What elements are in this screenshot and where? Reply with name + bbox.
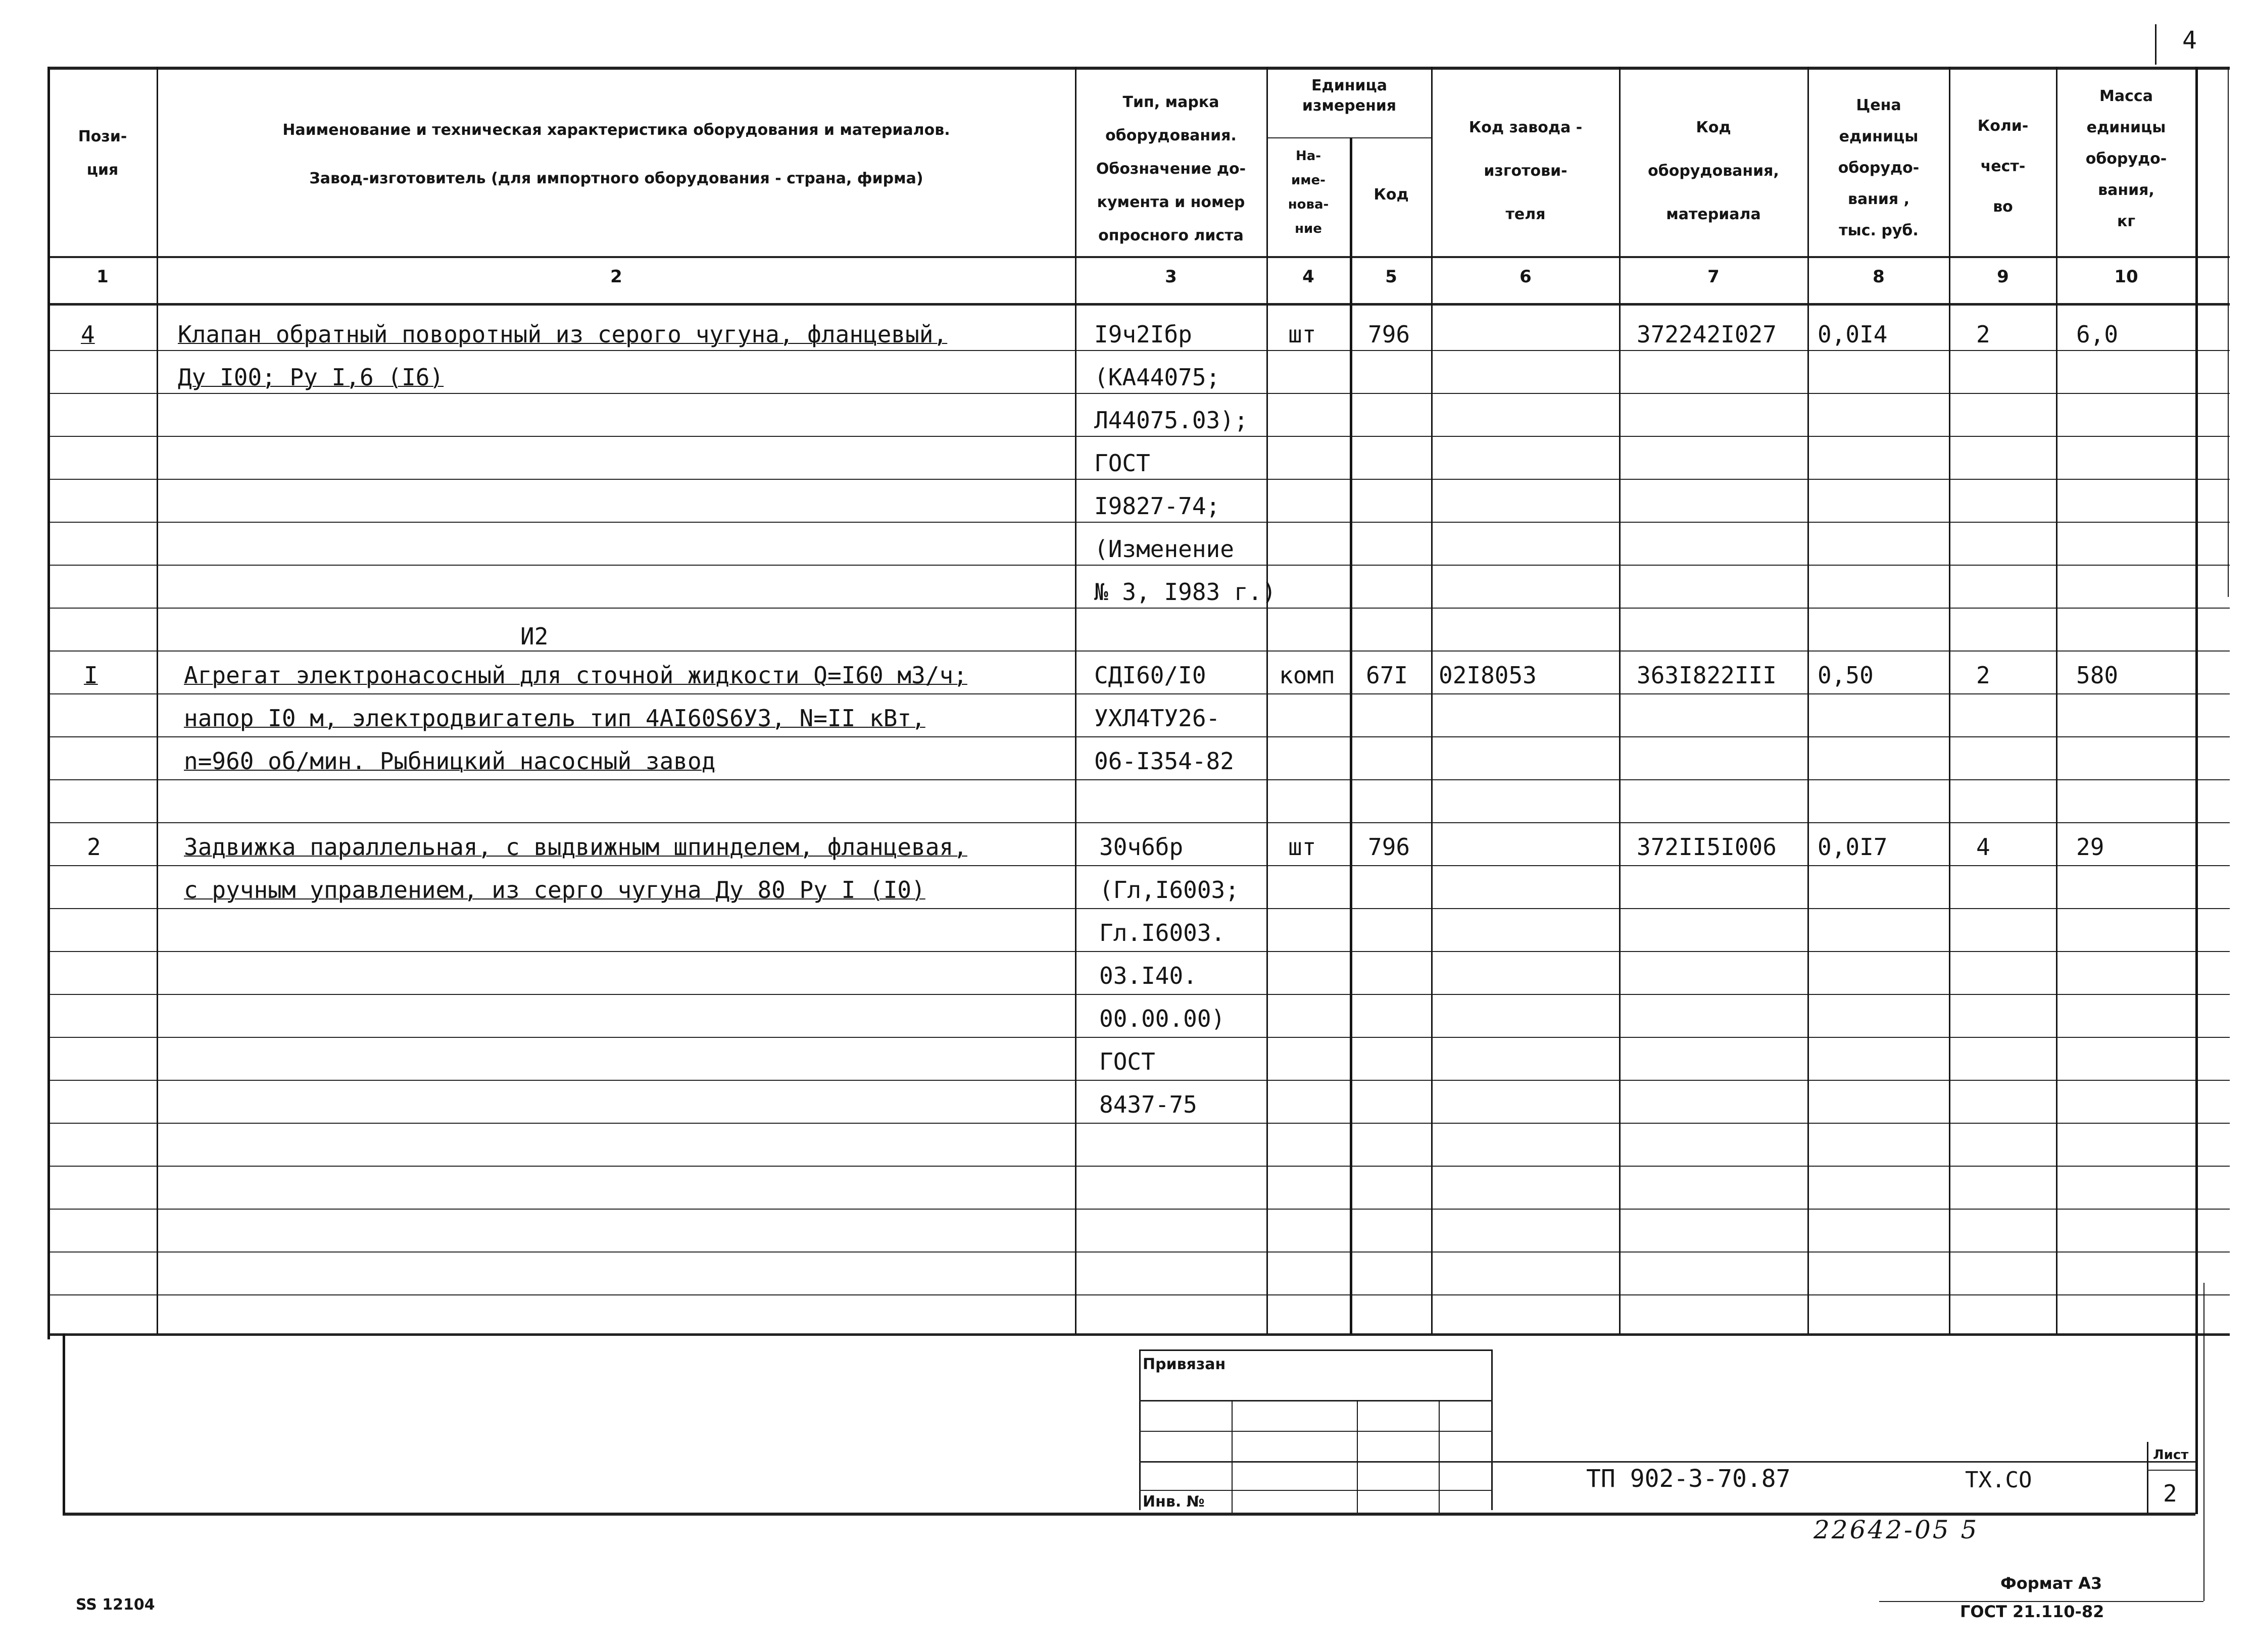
item-type-line: 00.00.00) bbox=[1099, 1005, 1225, 1032]
column-number: 10 bbox=[2114, 267, 2138, 287]
header-price: Цена единицы оборудо- вания , тыс. руб. bbox=[1838, 96, 1920, 239]
header-mass: Масса единицы оборудо- вания, кг bbox=[2085, 87, 2167, 230]
header-quantity: Коли- чест- во bbox=[1977, 117, 2029, 216]
item-name-line: с ручным управлением, из серго чугуна Ду 80 Ру I (I0) bbox=[184, 876, 925, 904]
header-name: Наименование и техническая характеристика оборудования и материалов. Завод-изготовитель (для импортного оборудования - страна, фирма) bbox=[282, 121, 950, 187]
item-price: 0,0I7 bbox=[1818, 833, 1888, 861]
item-quantity: 4 bbox=[1976, 833, 1990, 861]
item-type-line: УХЛ4ТУ26- bbox=[1094, 705, 1220, 732]
item-quantity: 2 bbox=[1976, 321, 1990, 348]
item-mass: 29 bbox=[2076, 833, 2104, 861]
item-equipment-code: 372242I027 bbox=[1637, 321, 1777, 348]
item-name-line: n=960 об/мин. Рыбницкий насосный завод bbox=[184, 747, 716, 775]
item-mass: 6,0 bbox=[2076, 321, 2119, 348]
item-price: 0,50 bbox=[1818, 662, 1874, 689]
privyazan-label: Привязан bbox=[1143, 1356, 1226, 1373]
header-unit-group: Единица измерения bbox=[1302, 77, 1397, 115]
item-type-line: 03.I40. bbox=[1099, 962, 1197, 989]
item-type-line: 30ч6бр bbox=[1099, 833, 1184, 861]
item-unit-code: 796 bbox=[1368, 321, 1410, 348]
item-type-line: ГОСТ bbox=[1099, 1048, 1155, 1075]
item-type-line: (КА44075; bbox=[1094, 364, 1220, 391]
column-number: 4 bbox=[1302, 267, 1314, 287]
column-number: 7 bbox=[1707, 267, 1720, 287]
item-type-line: 8437-75 bbox=[1099, 1091, 1197, 1118]
header-factory-code: Код завода - изготови- теля bbox=[1468, 119, 1583, 223]
item-unit: шт bbox=[1288, 833, 1316, 861]
item-unit: комп bbox=[1279, 662, 1335, 689]
item-type-line: Л44075.03); bbox=[1094, 407, 1248, 434]
footer-gost: ГОСТ 21.110-82 bbox=[1960, 1602, 2104, 1621]
item-type-line: Гл.I6003. bbox=[1099, 919, 1225, 946]
item-type-line: СДI60/I0 bbox=[1094, 662, 1206, 689]
item-name-line: Агрегат электронасосный для сточной жидкости Q=I60 м3/ч; bbox=[184, 662, 967, 689]
column-number: 5 bbox=[1385, 267, 1397, 287]
header-position: Пози- ция bbox=[78, 128, 127, 179]
item-price: 0,0I4 bbox=[1818, 321, 1888, 348]
item-mass: 580 bbox=[2076, 662, 2119, 689]
column-number: 2 bbox=[610, 267, 622, 287]
footer-format: Формат А3 bbox=[2000, 1574, 2102, 1593]
column-number: 6 bbox=[1519, 267, 1532, 287]
item-equipment-code: 363I822III bbox=[1637, 662, 1777, 689]
sheet-corner-number: 4 bbox=[2182, 26, 2197, 55]
inv-number-label: Инв. № bbox=[1143, 1493, 1205, 1511]
item-name-line: напор I0 м, электродвигатель тип 4АI60S6У3, N=II кВт, bbox=[184, 705, 925, 732]
header-unit-name: На- име- нова- ние bbox=[1288, 148, 1329, 236]
item-name-line: Ду I00; Ру I,6 (I6) bbox=[178, 364, 444, 391]
document-number: ТП 902-3-70.87 bbox=[1586, 1465, 1791, 1493]
sheet-label: Лист bbox=[2153, 1447, 2189, 1463]
item-type-line: I9827-74; bbox=[1094, 492, 1220, 520]
section-label: И2 bbox=[520, 623, 549, 650]
header-equipment-code: Код оборудования, материала bbox=[1648, 119, 1779, 223]
header-type: Тип, марка оборудования. Обозначение до- кумента и номер опросного листа bbox=[1096, 93, 1246, 244]
document-code: ТХ.СО bbox=[1965, 1467, 2032, 1493]
item-position: I bbox=[84, 662, 98, 689]
item-type-line: (Гл,I6003; bbox=[1099, 876, 1239, 904]
item-unit: шт bbox=[1288, 321, 1316, 348]
item-position: 4 bbox=[81, 321, 95, 348]
item-type-line: (Изменение bbox=[1094, 535, 1234, 563]
item-unit-code: 796 bbox=[1368, 833, 1410, 861]
footer-left-code: SS 12104 bbox=[76, 1596, 155, 1614]
item-equipment-code: 372II5I006 bbox=[1637, 833, 1777, 861]
column-number: 3 bbox=[1165, 267, 1177, 287]
column-number: 1 bbox=[96, 267, 109, 287]
item-quantity: 2 bbox=[1976, 662, 1990, 689]
item-type-line: I9ч2Iбр bbox=[1094, 321, 1192, 348]
item-position: 2 bbox=[87, 833, 101, 861]
handwritten-number: 22642-05 5 bbox=[1813, 1515, 1979, 1544]
item-type-line: № 3, I983 г.) bbox=[1094, 578, 1277, 606]
item-name-line: Задвижка параллельная, с выдвижным шпинделем, фланцевая, bbox=[184, 833, 967, 861]
header-unit-code: Код bbox=[1374, 186, 1409, 204]
column-number: 9 bbox=[1997, 267, 2009, 287]
sheet-number: 2 bbox=[2163, 1480, 2177, 1507]
column-number: 8 bbox=[1873, 267, 1885, 287]
item-name-line: Клапан обратный поворотный из серого чугуна, фланцевый, bbox=[178, 321, 948, 348]
item-unit-code: 67I bbox=[1366, 662, 1408, 689]
item-factory-code: 02I8053 bbox=[1439, 662, 1537, 689]
item-type-line: ГОСТ bbox=[1094, 449, 1150, 477]
item-type-line: 06-I354-82 bbox=[1094, 747, 1234, 775]
